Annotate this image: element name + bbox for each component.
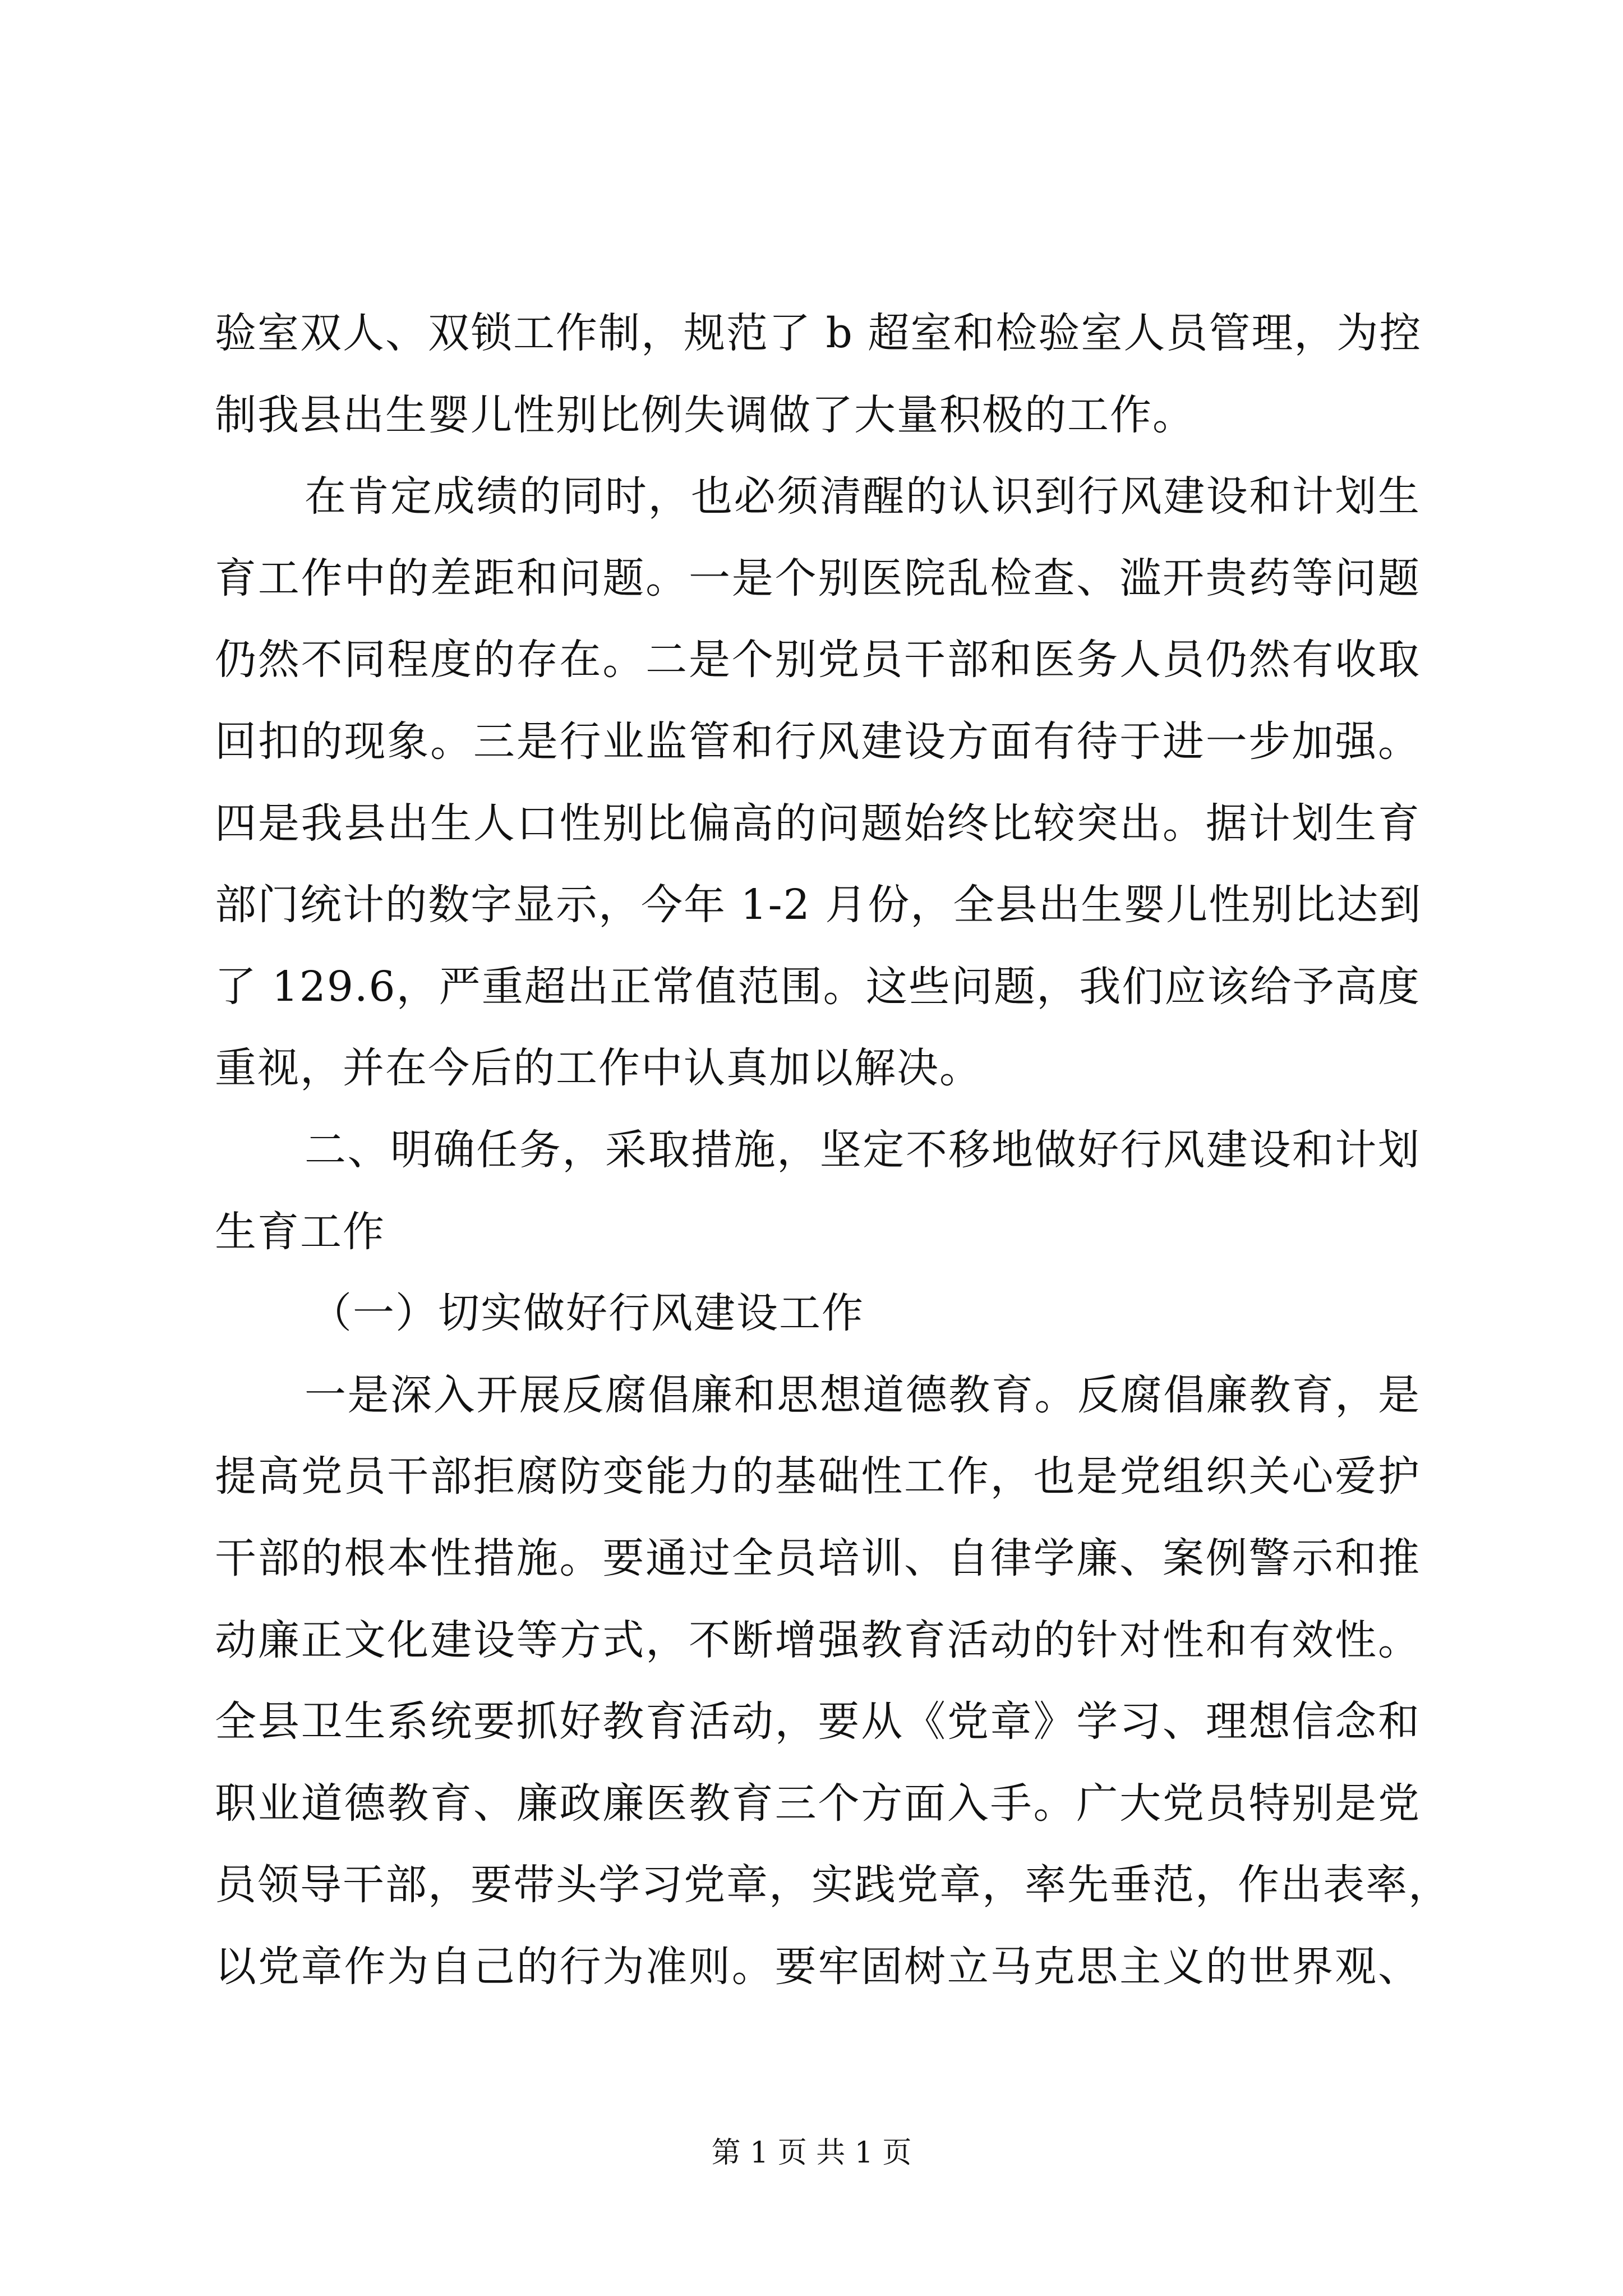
text-line: 四是我县出生人口性别比偏高的问题始终比较突出。据计划生育 xyxy=(215,799,1421,848)
text-line: 回扣的现象。三是行业监管和行风建设方面有待于进一步加强。 xyxy=(215,717,1421,766)
text-line: 验室双人、双锁工作制，规范了 b 超室和检验室人员管理，为控 xyxy=(215,309,1422,357)
section-heading-line: 二、明确任务，采取措施，坚定不移地做好行风建设和计划 xyxy=(305,1125,1421,1174)
subsection-heading: （一）切实做好行风建设工作 xyxy=(310,1289,864,1338)
text-line: 员领导干部，要带头学习党章，实践党章，率先垂范，作出表率， xyxy=(215,1861,1451,1910)
text-line: 全县卫生系统要抓好教育活动，要从《党章》学习、理想信念和 xyxy=(215,1697,1421,1746)
paragraph-start-line: 在肯定成绩的同时，也必须清醒的认识到行风建设和计划生 xyxy=(305,472,1421,521)
text-line: 职业道德教育、廉政廉医教育三个方面入手。广大党员特别是党 xyxy=(215,1779,1421,1828)
section-heading-line: 生育工作 xyxy=(215,1207,385,1256)
text-line: 仍然不同程度的存在。二是个别党员干部和医务人员仍然有收取 xyxy=(215,636,1421,684)
text-line: 干部的根本性措施。要通过全员培训、自律学廉、案例警示和推 xyxy=(215,1534,1421,1582)
text-line: 育工作中的差距和问题。一是个别医院乱检查、滥开贵药等问题 xyxy=(215,554,1421,602)
text-line: 以党章作为自己的行为准则。要牢固树立马克思主义的世界观、 xyxy=(215,1942,1421,1991)
text-line: 了 129.6，严重超出正常值范围。这些问题，我们应该给予高度 xyxy=(215,962,1421,1011)
paragraph-start-line: 一是深入开展反腐倡廉和思想道德教育。反腐倡廉教育，是 xyxy=(305,1370,1421,1419)
document-body xyxy=(215,293,1451,2008)
text-line: 部门统计的数字显示，今年 1-2 月份，全县出生婴儿性别比达到 xyxy=(215,881,1422,930)
text-line: 提高党员干部拒腐防变能力的基础性工作，也是党组织关心爱护 xyxy=(215,1452,1421,1501)
page-number-footer: 第 1 页 共 1 页 xyxy=(711,2136,912,2170)
text-line: 制我县出生婴儿性别比例失调做了大量积极的工作。 xyxy=(215,390,1195,439)
text-line: 动廉正文化建设等方式，不断增强教育活动的针对性和有效性。 xyxy=(215,1616,1421,1664)
text-line: 重视，并在今后的工作中认真加以解决。 xyxy=(215,1044,982,1093)
